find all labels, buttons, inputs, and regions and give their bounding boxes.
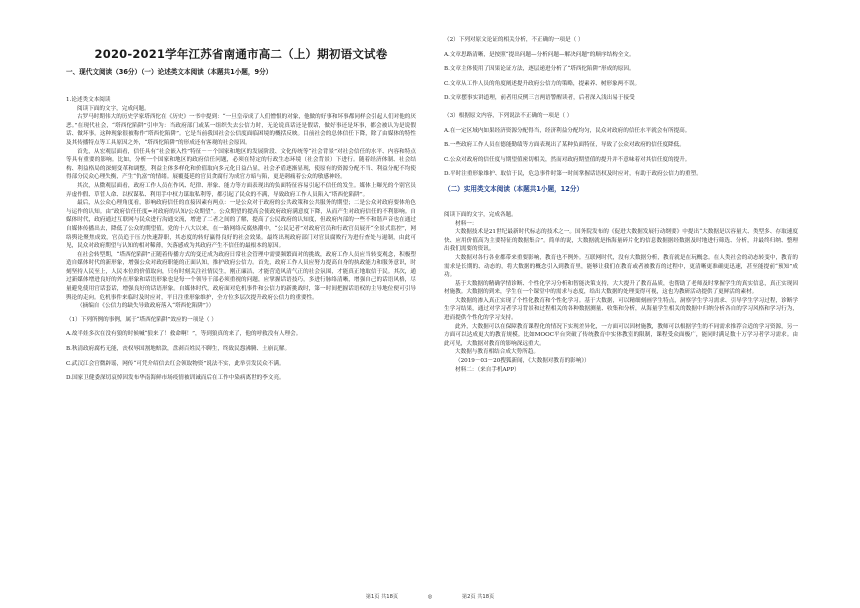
material-paragraph: 大数据对各行各业都带来重要影响，教育也不例外。互联网时代，没有大数据分析，教育就是在玩概念。在人类社会的动态转变中，教育的需求是长期的、动态的，将大数据的概念引入到教育里，能够让我们在教育或者被教育的过程中，更清晰更准确更迅速，甚至能提前“预知”成功。 — [444, 254, 798, 279]
answer-option: A.在一定区域内如果经济资源分配得当，经济利益分配均匀，民众对政府的信任水平就会有所提高。 — [444, 127, 691, 134]
essay-paragraph: 首先，从宏观层面看，信任具有“社会嵌入性”特征－－个国家和地区的发展阶段、文化传统等“社会背景”对社会信任的水平、内容和特点等具有重要的影响。比如，分析一个国家和地区的政府信任问题，必须在特定的行政生态环境（社会背景）下进行。随着经济体制、社会结构、利益格局的深刻变革和调整，利益主体多样化和价值取向多元化日益凸显，社会矛盾逐渐显现，使原有的资源分配不当、利益分配不均使得部分民众心理失衡，产生“仇富”的情绪。展覆蔓延的官员贪腐行为成官方暗与陷，更是刺痛着公众的敏感神经。 — [66, 148, 416, 181]
material-label: 材料二：（来自手机APP） — [455, 366, 520, 373]
answer-option: B.一些政府工作人员在德能勤绩等方面表现出了某种负面特征，导致了公众对政府的信任度降低。 — [444, 142, 685, 149]
essay-source: （摘编自《公信力的缺失导致政府落入“塔西佗陷阱”》） — [77, 303, 215, 310]
question-number: 1.论述类文本阅读 — [66, 97, 111, 103]
reading-instruction: 阅读下面的文字，完成问题。 — [77, 105, 150, 112]
material-paragraph: 大数据技术是21世纪最新时代标志的技术之一。国务院发布的《促进大数据发展行动纲要》中提出“大数据是以容量大、类型多、存取速度快、应用价值高为主要特征的数据集合”。简单的说，大数据就是指海量碎片化的信息数据据经数据及时地进行筛选、分析，并最终归纳、整理出我们需要的资讯。 — [444, 229, 798, 253]
reading-instruction: 阅读下面的文字，完成各题。 — [444, 211, 517, 218]
material-paragraph: 大数据与教育相结合成大势所趋。 — [455, 349, 539, 356]
material-source: （2019－03－20搜狐新闻，《大数据对教育的影响》） — [455, 358, 590, 365]
material-paragraph: 此外，大数据可以在保障教育课程化的情况下实现差异化，一方面可以因材施教，教师可以根据学生的不同需求推荐合适的学习资源，另一方面可以达成更大的教育规模。比如MOOC平台突破了传统教育中实体教室的限制，课程受众面极广，能同时满足数十万学习者学习需求。由此可见，大数据对教育的影响深远重大。 — [444, 323, 798, 347]
material-paragraph: 基于大数据的精确学情诊断、个性化学习分析和智能决策支持，大大提升了教育品质，也帮助了老师及时掌握学生的真实信息，真正实现因材施教。大数据的到来，学生在一个课堂中的需求与态度，给出大数据的处理变得可视，这也为教研活动提供了更鲜活的素材。 — [444, 280, 798, 296]
footer-separator: ◎ — [427, 594, 433, 600]
answer-option: C.文章从工作人员的角度阐述提升政府公信力的策略，提素养、树形象两不误。 — [444, 80, 641, 87]
answer-option: B.文章主体使用了因果论证方法，逐层递进分析了“塔西佗陷阱”形成的原因。 — [444, 66, 635, 73]
answer-option: A.故半娃多次在没有狼的时候喊“狼来了！救命啊！”，等到狼真的来了，他的呼救没有人理会。 — [66, 331, 302, 338]
material-label: 材料一： — [455, 220, 478, 227]
answer-option: D.国家卫健委深切哀悼因发布华南海鲜市场疫情被训诫而后在工作中染病离世的李文亮。 — [66, 375, 285, 382]
left-page-number: 第1页 共18页 — [365, 594, 399, 600]
right-page — [427, 0, 860, 608]
page-footer — [0, 593, 860, 600]
exam-title: 2020-2021学年江苏省南通市高二（上）期初语文试卷 — [94, 47, 388, 61]
question-stem: （3）根据原文内容，下列说法不正确的一项是（ ） — [444, 112, 573, 119]
essay-paragraph: 古罗马时期伟大的历史学家塔西佗在《历史》一书中提到：“一旦皇帝成了人们憎恨的对象，他做的好事和坏事都同样会引起人们对他的厌恶。”在现代社会，“塔西佗陷阱”引申为：当政府部门或某一组织失去公信力时，无论说真话还是假话，做好事还是坏事，都会被认为是说假话、做坏事。这种现象很被称作“塔西佗陷阱”。它是当前我国社会公信度面临困境的概括反映。目前社会的总体信任下降，除了由媒体的特性及其传播特点等工具原因之外，“塔西佗陷阱”的形成还有客观的社会原因。 — [66, 114, 416, 146]
answer-option: D.文章摆事实讲道理，前者用反例三言两语警醒读者，后者深入浅出易于接受 — [444, 95, 635, 102]
answer-option: B.秋清政府腐朽无能，丧权辱国割地赔款，盘剥百姓民不聊生，终致民怨沸腾、土崩瓦解。 — [66, 346, 291, 353]
section1-heading: 一、现代文阅读（36分）（一）论述类文本阅读（本题共1小题，9分） — [66, 68, 273, 76]
essay-paragraph: 最后，从公众心理角度看，影响政府信任的直接因素有两点：一是公众对于政府的公共政策和公共服务的期望；二是公众对政府要体角色与运作的认知。由“政府信任任度=对政府的认知/公众期望”。公众期望的提高会使政府政府满意度下降，从而产生对政府信任的不利影响。自媒体时代，政府通过互联网与民众进行沟通交流，增进了二者之间的了解，提高了公民政府的认知度，但政府内部的一些不和谐声音也在通过自媒体传播出去，降低了公众的期望值。党的十八大以来，在一路网络反腐热潮中，“公民记者”对政府官员和行政官员展开“全景式监控”，网络舆论聚焦成效，官员追于压力快速辞职，其态度的转好赢得良好的社会效果。最终出现政府部门对官员腐败行为进行查处与遏制，由此可见，民众对政府期望与认知的相对稀薄，矢落感成为其政府产生不信任的最根本的原因。 — [66, 200, 416, 250]
question-stem: （2）下列对原文论证的相关分析，不正确的一项是（ ） — [444, 37, 584, 43]
answer-option: C.武汉江会官微辟谣，网传“可凭介绍信去红会领取物资”说法不实，此举引发民众不满。 — [66, 360, 285, 367]
right-page-number: 第2页 共18页 — [461, 594, 495, 600]
essay-paragraph: 在社会转型期，“塔西佗陷阱”正随着传播方式的变迁成为政府日常社会管理中需要频繁面对的挑战，政府工作人员应当转变观念，积极塑造自媒体时代的新形象，增强公众对政府职能的正面认知，推护政府公信力。首先，政府工作人员应努力提高自身的执政能力和服务意识，时刻坚持人民至上，人民本位的价值取向，只有时刻关注社情民生，刚正廉洁，才能营造风清气正的社会氛围，才能真正地取信于民。其次，通过新媒体增进良好的外在形象和话语形象也是每一个领导干部必须重视的问题，应掌握话语技巧，多进行脉络清晰，增强自己的话语风格，尽量避免使用官话套话，增强良好的话语形象。自媒体时代，政府面对危机事件和公信力的新挑战时，第一时间把握话语权的主导地位便可引导舆论的走向。危机事件来临时及时应对，平日注重形象维护，全方位多层次提升政府公信力的重要性。 — [66, 251, 416, 301]
answer-option: A.文章思路清晰，是按照“提出问题—分析问题—解决问题”的顺序结构全文。 — [444, 51, 635, 58]
answer-option: D.平时注重形象维护、取信于民，危急事件时第一时间掌握话语权及时应对，有助于政府公信力的重塑。 — [444, 171, 702, 178]
answer-option: C.公众对政府的信任度与期望值密切相关，然而对政府期望值的提升并不意味着对其信任度的提升。 — [444, 156, 691, 163]
section2-heading: （二）实用类文本阅读（本题共1小题，12分） — [444, 184, 584, 193]
essay-paragraph: 其次，从微观层面看，政府工作人员在作风、纪律、形象、能力等方面表现出的负面特征容易引起不信任的发生。媒体上曝光的个别官员弄虚作假、草菅人命、以权谋私、利用手中权力谋取私利等，都引起了民众的不满，导致政府工作人员陷入“塔西佗陷阱”。 — [66, 182, 416, 198]
material-paragraph: 大数据的渗入真正实现了个性化教育和个性化学习。基于大数据，可以精细刻画学生特点，洞察学生学习需求、引导学生学习过程，诊断学生学习结果，通过对学习者学习背景和过程相关的各种数据测量、收集和分析，从海量学生相关的数据中归纳分析各自的学习风格和学习行为，进而提供个性化的学习支持。 — [444, 297, 798, 322]
question-stem: （1）下列所例的事例，属于“塔西佗陷阱”效应的一项是（ ） — [66, 316, 217, 323]
